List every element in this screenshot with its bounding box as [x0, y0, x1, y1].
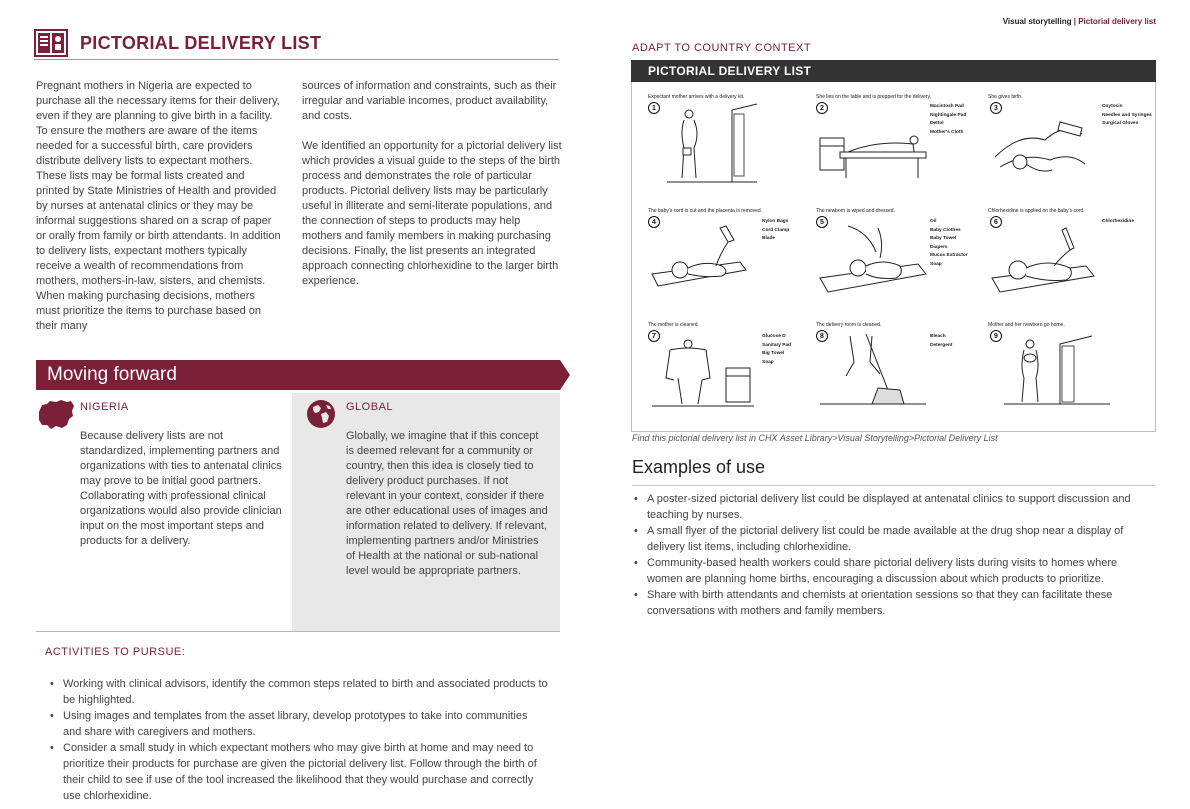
item-label: Baby Towel [930, 236, 957, 241]
moving-forward-heading: Moving forward [47, 364, 177, 385]
panel-items-5 [930, 218, 968, 269]
item-label: Nightingale Pad [930, 112, 967, 118]
panel-caption: The newborn is wiped and dressed. [816, 208, 895, 214]
panel-items-8 [930, 333, 952, 350]
item-label: Diapers [930, 244, 948, 250]
item-label: Surgical Gloves [1102, 121, 1139, 126]
panel-number: 8 [816, 330, 828, 342]
panel-number: 6 [990, 216, 1002, 228]
figure-title: PICTORIAL DELIVERY LIST [648, 64, 812, 78]
item-label: Big Towel [762, 351, 785, 356]
examples-divider [632, 485, 1155, 486]
panel-illustration-go-home [1002, 332, 1112, 408]
panel-illustration-cord [650, 222, 760, 300]
nigeria-map-icon [36, 398, 76, 430]
panel-number: 9 [990, 330, 1002, 342]
list-item: • Share with birth attendants and chemists at orientation sessions so that they can facilitate these conversations with mothers and family members. [632, 587, 1152, 619]
item-label: Soap [762, 359, 774, 365]
item-label: Oxytocin [1102, 104, 1123, 109]
panel-items-4 [762, 218, 789, 244]
item-label: Chlorhexidine [1102, 219, 1134, 224]
list-item: • Working with clinical advisors, identify the common steps related to birth and associated products to be highlighted. [48, 676, 548, 708]
intro-paragraph-right-2: We identified an opportunity for a pictorial delivery list which provides a visual guide to the steps of the birth process and demonstrates the role of particular products. Pictorial delivery lists may be particularly useful in illiterate and semi-literate populations, and the connection of steps to products may help mothers and family members in making purchasing decisions. Finally, the list presents an integrated approach connecting chlorhexidine to the larger birth experience. [302, 140, 562, 287]
panel-number: 2 [816, 102, 828, 114]
panel-number: 1 [648, 102, 660, 114]
item-label: Mother's Cloth [930, 129, 964, 135]
title-divider [34, 59, 559, 60]
list-item: • A small flyer of the pictorial delivery list could be made available at the drug shop near a display of delivery list items, including chlorhexidine. [632, 523, 1152, 555]
adapt-heading: ADAPT TO COUNTRY CONTEXT [632, 42, 812, 54]
panel-illustration-room-cleaned [818, 332, 928, 410]
globe-icon [306, 399, 336, 429]
item-label: Bleach [930, 334, 946, 339]
item-label: Sanitary Pad [762, 342, 792, 348]
panel-caption: The baby's cord is cut and the placenta is removed. [648, 208, 763, 214]
page-title: PICTORIAL DELIVERY LIST [80, 33, 322, 53]
panel-items-6 [1102, 218, 1134, 227]
item-label: Soap [930, 261, 942, 267]
panel-illustration-birth [990, 112, 1090, 186]
panel-caption: Mother and her newborn go home. [988, 322, 1065, 328]
intro-paragraph-right-1: sources of information and constraints, such as their irregular and variable incomes, product availability, and costs. [302, 80, 557, 122]
item-label: Oil [930, 219, 937, 224]
running-header-section: Visual storytelling [1002, 17, 1072, 26]
examples-list [632, 491, 1152, 619]
item-label: Dettol [930, 121, 944, 126]
intro-paragraph-left: Pregnant mothers in Nigeria are expected to purchase all the necessary items for their delivery, even if they are planning to give birth in a facility. To ensure the mothers are aware of the items needed for a successful birth, care providers distribute delivery lists to expectant mothers. These lists may be formal lists created and printed by State Ministries of Health and provided by nurses at antenatal clinics or they may be informal suggestions shared on a scrap of paper or orally from family or birth attendants. In addition to delivery lists, expectant mothers typically receive a wealth of recommendations from mothers, mothers-in-law, sisters, and chemists. When making purchasing decisions, mothers must prioritize the items to purchase based on their many [36, 80, 281, 332]
item-label: Glucose D [762, 334, 786, 339]
figure-caption: Find this pictorial delivery list in CHX Asset Library>Visual Storytelling>Pictorial Delivery List [632, 433, 998, 443]
list-item: • A poster-sized pictorial delivery list could be displayed at antenatal clinics to support discussion and teaching by nurses. [632, 491, 1152, 523]
global-label: GLOBAL [346, 401, 394, 413]
item-label: Mucus Extractor [930, 253, 968, 258]
nigeria-text: Because delivery lists are not standardized, implementing partners and organizations with ties to antenatal clinics may prove to be initial good partners. Collaborating with professional clinical organizations would also provide clinician input on the most important steps and products for a delivery. [80, 430, 282, 547]
delivery-list-icon [34, 29, 68, 57]
item-label: Baby Clothes [930, 227, 961, 233]
running-header-page: Pictorial delivery list [1078, 17, 1156, 26]
panel-number: 4 [648, 216, 660, 228]
panel-caption: Expectant mother arrives with a delivery kit. [648, 94, 745, 100]
panel-items-2 [930, 103, 966, 137]
panel-number: 3 [990, 102, 1002, 114]
item-label: Needles and Syringes [1102, 112, 1152, 118]
item-label: Macintosh Pad [930, 104, 964, 109]
examples-heading: Examples of use [632, 457, 766, 477]
panel-caption: She lies on the table and is prepped for the delivery. [816, 94, 931, 100]
item-label: Blade [762, 236, 776, 241]
panel-illustration-dressing [818, 222, 930, 300]
panel-items-7 [762, 333, 791, 367]
panel-illustration-mother-cleaned [650, 334, 756, 410]
running-header [1003, 17, 1156, 26]
panel-caption: She gives birth. [988, 94, 1023, 100]
activities-list [48, 676, 548, 804]
list-item: • Consider a small study in which expectant mothers who may give birth at home and may need to prioritize their products for purchase are given the pictorial delivery list. Follow through the birth of their child to see if use of the tool increased the likelihood that they would purchase and correctly use chlorhexidine. [48, 740, 548, 804]
panel-illustration-arrival [662, 102, 762, 184]
activities-divider [36, 631, 560, 632]
panel-caption: The delivery room is cleaned. [816, 322, 882, 328]
item-label: Cord Clamp [762, 227, 790, 233]
nigeria-label: NIGERIA [80, 401, 129, 413]
activities-heading: ACTIVITIES TO PURSUE: [45, 646, 186, 658]
global-text: Globally, we imagine that if this concept is deemed relevant for a community or country, then this idea is closely tied to delivery product purchases. If not relevant in your context, consider if there are other educational uses of images and information related to delivery. If relevant, implementing partners and/or Ministries of Health at the national or sub-national level would be appropriate partners. [346, 430, 548, 577]
panel-items-3 [1102, 103, 1152, 129]
panel-illustration-chlorhexidine [990, 222, 1100, 300]
panel-caption: Chlorhexidine is applied on the baby's cord. [988, 208, 1085, 214]
panel-illustration-table [818, 112, 928, 182]
panel-number: 7 [648, 330, 660, 342]
item-label: Detergent [930, 342, 953, 348]
panel-number: 5 [816, 216, 828, 228]
panel-caption: The mother is cleaned. [648, 322, 699, 328]
running-header-separator: | [1073, 17, 1076, 26]
list-item: • Community-based health workers could share pictorial delivery lists during visits to homes where women are planning home births, encouraging a discussion about which products to prioritize. [632, 555, 1152, 587]
list-item: • Using images and templates from the asset library, develop prototypes to take into communities and share with caregivers and mothers. [48, 708, 548, 740]
item-label: Nylon Bags [762, 219, 789, 224]
